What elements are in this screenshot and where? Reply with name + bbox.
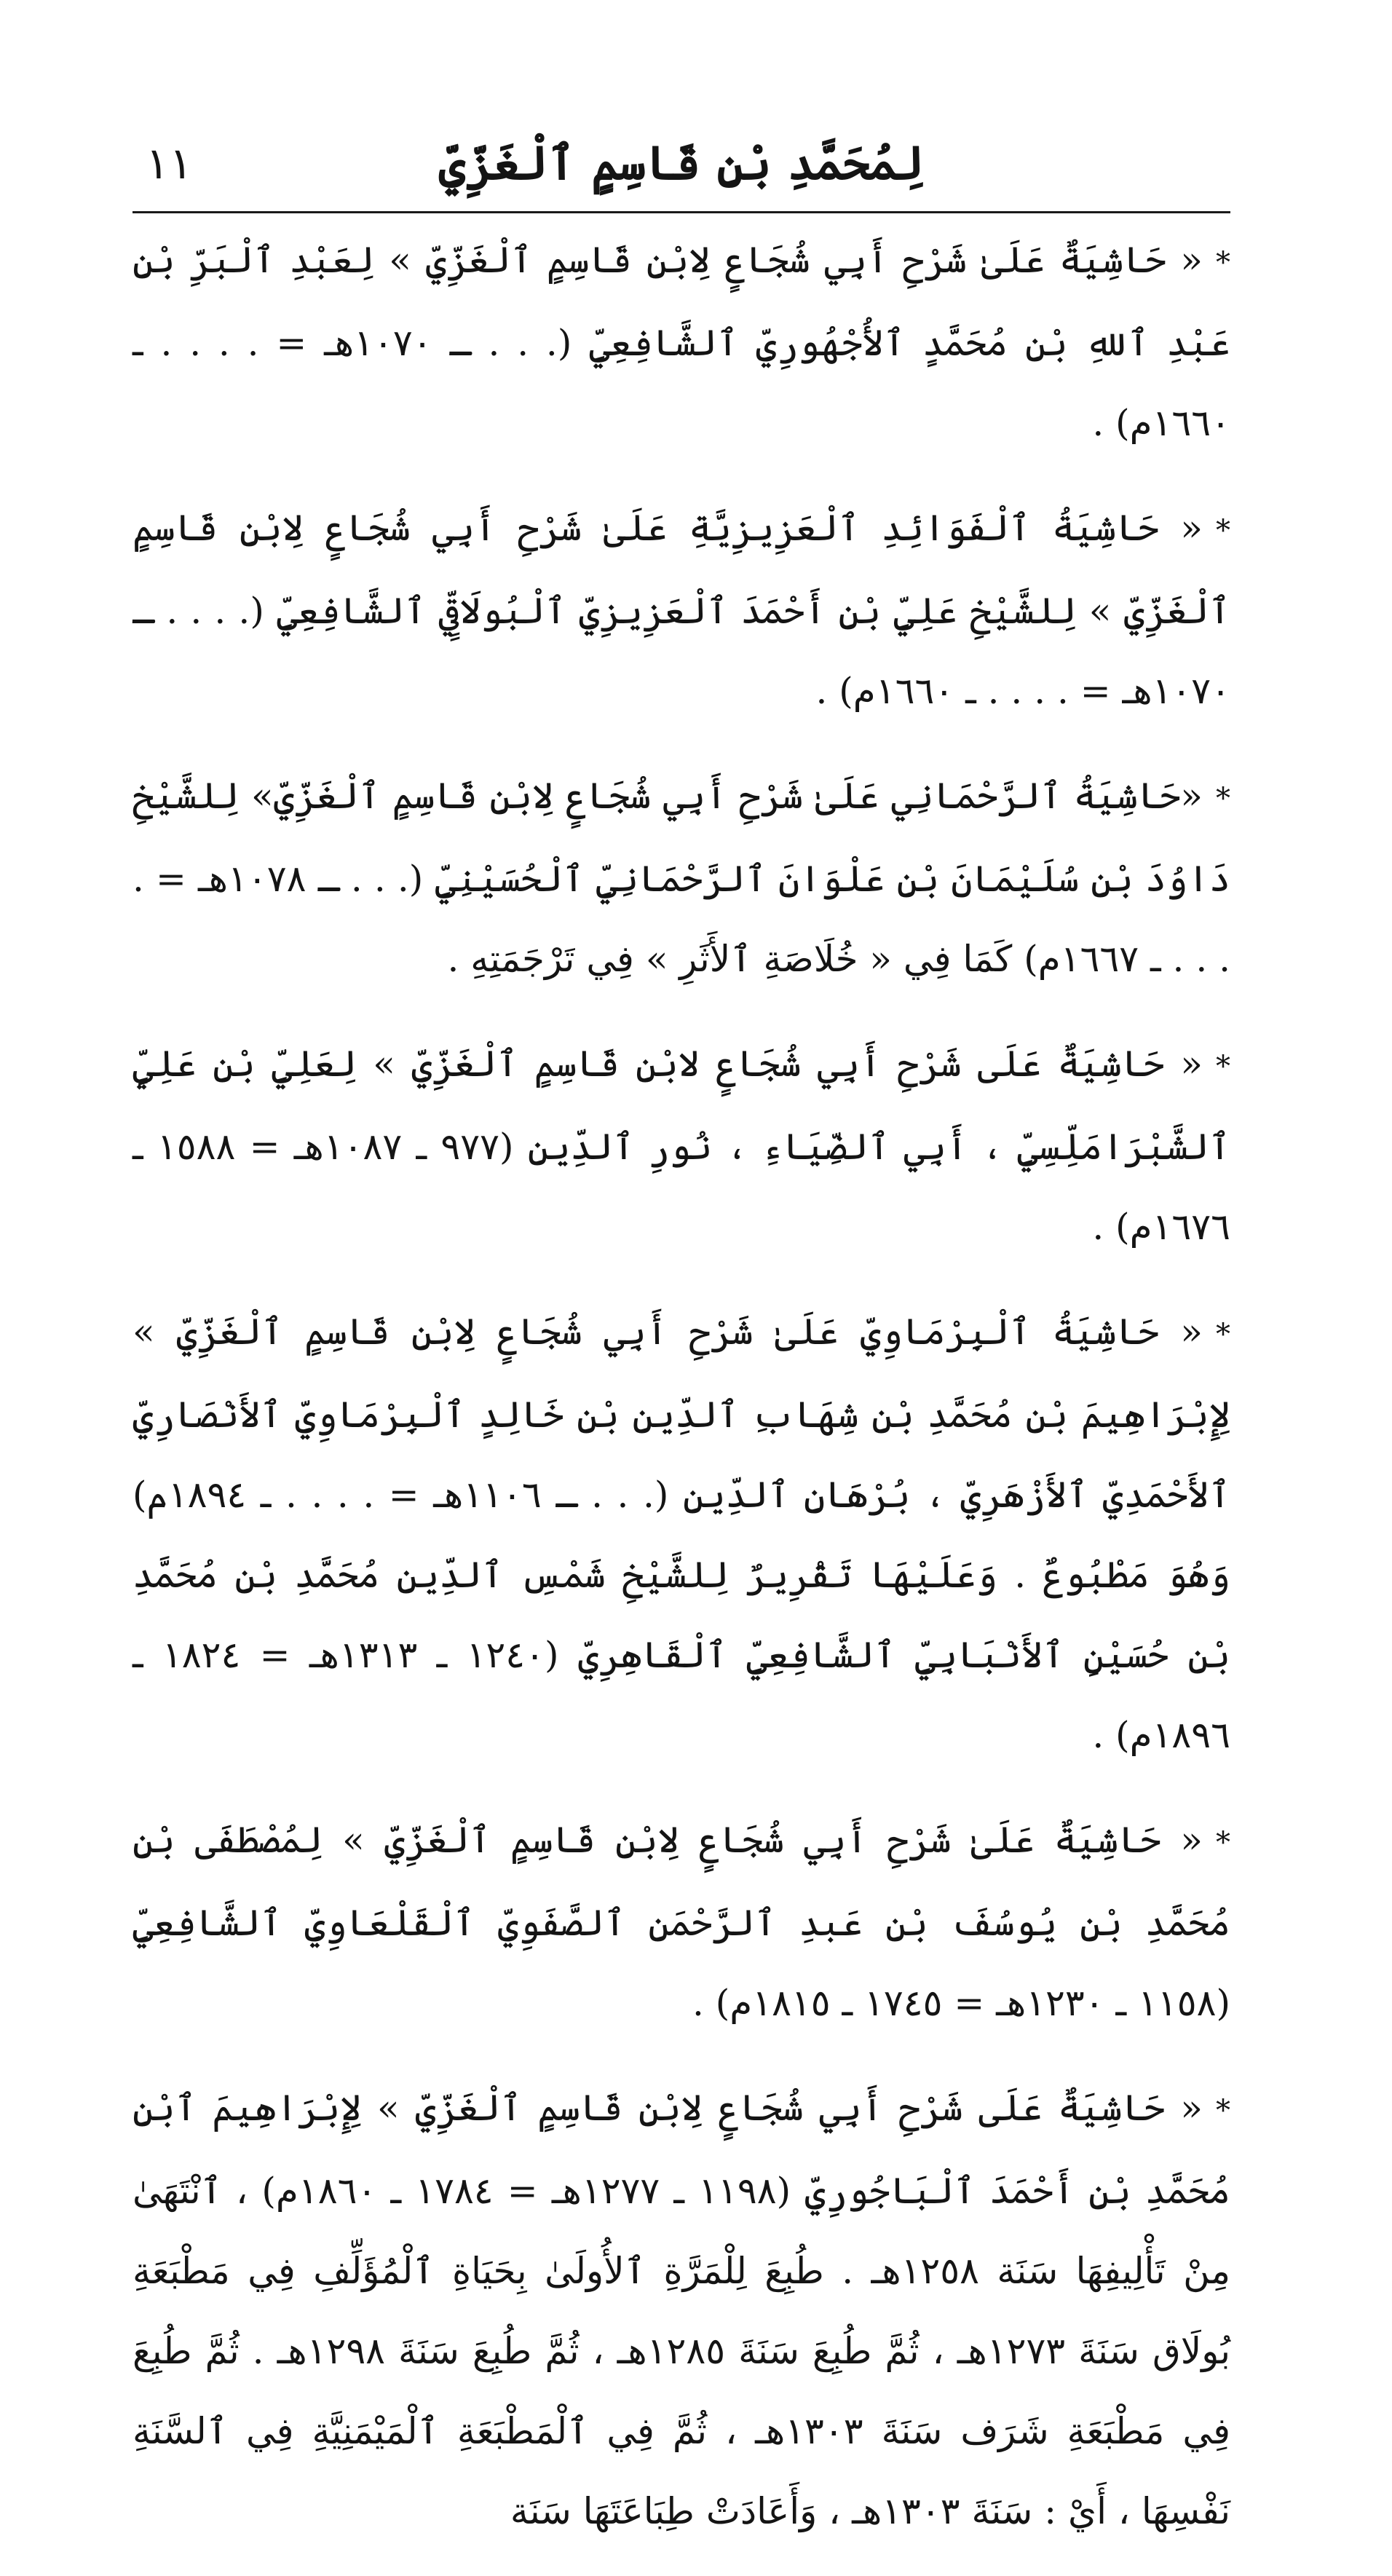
entry-3 [133, 756, 1230, 999]
entry-text: « حَاشِيَةٌ عَلَى شَرْحِ أَبِي شُجَاعٍ لِابْنِ قَاسِمٍ ٱلْغَزِّيِّ » لِإِبْرَاهِيمَ ٱبْنِ مُحَمَّدِ بْنِ أَحْمَدَ ٱلْبَاجُورِيِّ (١١٩٨ ـ ١٢٧٧هـ = ١٧٨٤ ـ ١٨٦٠م) ، ٱنْتَهَىٰ مِنْ تَأْلِيفِهَا سَنَة ١٢٥٨هـ . طُبِعَ لِلْمَرَّةِ ٱلأُولَىٰ بِحَيَاةِ ٱلْمُؤَلِّفِ فِي مَطْبَعَةِ بُولَاق سَنَةَ ١٢٧٣هـ ، ثُمَّ طُبِعَ سَنَةَ ١٢٨٥هـ ، ثُمَّ طُبِعَ سَنَةَ ١٢٩٨هـ . ثُمَّ طُبِعَ فِي مَطْبَعَةِ شَرَف سَنَةَ ١٣٠٣هـ ، ثُمَّ فِي ٱلْمَطْبَعَةِ ٱلْمَيْمَنِيَّةِ فِي ٱلسَّنَةِ نَفْسِهَا ، أَيْ : سَنَةَ ١٣٠٣هـ ، وَأَعَادَتْ طِبَاعَتَهَا سَنَة [133, 2087, 1231, 2532]
entry-5 [133, 1292, 1230, 1775]
entry-text: « حَاشِيَةٌ عَلَى شَرْحِ أَبِي شُجَاعٍ لابْنِ قَاسِمٍ ٱلْغَزِّيِّ » لِعَلِيِّ بْنِ عَلِيٍّ ٱلشَّبْرَامَلِّسِيِّ ، أَبِي ٱلضِّيَاءِ ، نُورِ ٱلدِّينِ (٩٧٧ ـ ١٠٨٧هـ = ١٥٨٨ ـ ١٦٧٦م) . [133, 1043, 1231, 1248]
entry-7 [133, 2068, 1230, 2551]
entry-text: « حَاشِيَةُ ٱلْفَوَائِدِ ٱلْعَزِيزِيَّةِ عَلَىٰ شَرْحِ أَبِي شُجَاعٍ لِابْنِ قَاسِمٍ ٱلْغَزِّيِّ » لِلشَّيْخِ عَلِيِّ بْنِ أَحْمَدَ ٱلْعَزِيزِيِّ ٱلْبُولَاقِيِّ ٱلشَّافِعِيِّ (. . . . ـ ١٠٧٠هـ = . . . . ـ ١٦٦٠م) . [133, 507, 1230, 712]
asterisk-icon: * [1216, 1318, 1230, 1351]
running-title: لِمُحَمَّدِ بْنِ قَاسِمٍ ٱلْغَزِّيِّ [438, 136, 925, 191]
asterisk-icon: * [1216, 782, 1230, 815]
asterisk-icon: * [1216, 246, 1230, 280]
entry-text: « حَاشِيَةٌ عَلَىٰ شَرْحِ أَبِي شُجَاعٍ لِابْنِ قَاسِمٍ ٱلْغَزِّيِّ » لِعَبْدِ ٱلْبَرِّ بْنِ عَبْدِ ٱللهِ بْنِ مُحَمَّدٍ ٱلأُجْهُورِيِّ ٱلشَّافِعِيِّ (. . . ـ ١٠٧٠هـ = . . . . ـ ١٦٦٠م) . [133, 239, 1231, 444]
asterisk-icon: * [1216, 2094, 1230, 2127]
entry-text: « حَاشِيَةٌ عَلَىٰ شَرْحِ أَبِي شُجَاعٍ لِابْنِ قَاسِمٍ ٱلْغَزِّيِّ » لِمُصْطَفَى بْنِ مُحَمَّدِ بْنِ يُوسُفَ بْنِ عَبدِ ٱلرَّحْمَنِ ٱلصَّفَوِيِّ ٱلْقَلْعَاوِيِّ ٱلشَّافِعِيِّ (١١٥٨ ـ ١٢٣٠هـ = ١٧٤٥ ـ ١٨١٥م) . [133, 1819, 1230, 2024]
entry-text: «حَاشِيَةُ ٱلرَّحْمَانِي عَلَىٰ شَرْحِ أَبِي شُجَاعٍ لِابْنِ قَاسِمٍ ٱلْغَزِّيِّ» لِلشَّيْخِ دَاوُدَ بْنِ سُلَيْمَانَ بْنِ عَلْوَانَ ٱلرَّحْمَانِيِّ ٱلْحُسَيْنِيِّ (. . . ـ ١٠٧٨هـ = . . . . ـ ١٦٦٧م) كَمَا فِي « خُلَاصَةِ ٱلأَثَرِ » فِي تَرْجَمَتِهِ . [133, 775, 1230, 980]
entry-2 [133, 488, 1230, 731]
main-text [133, 220, 1230, 2576]
page-header [133, 127, 1230, 208]
entry-6 [133, 1800, 1230, 2043]
entry-1 [133, 220, 1230, 463]
entry-4 [133, 1024, 1230, 1267]
entry-text: « حَاشِيَةُ ٱلْبِرْمَاوِيِّ عَلَىٰ شَرْحِ أَبِي شُجَاعٍ لِابْنِ قَاسِمٍ ٱلْغَزِّيِّ » لِإِبْرَاهِيمَ بْنِ مُحَمَّدِ بْنِ شِهَابِ ٱلدِّينِ بْنِ خَالِدٍ ٱلْبِرْمَاوِيِّ ٱلأَنْصَارِيِّ ٱلأَحْمَدِيِّ ٱلأَزْهَرِيِّ ، بُرْهَانِ ٱلدِّينِ (. . . ـ ١١٠٦هـ = . . . . ـ ١٨٩٤م) وَهُوَ مَطْبُوعٌ . وَعَلَيْهَا تَقْرِيرٌ لِلشَّيْخِ شَمْسِ ٱلدِّينِ مُحَمَّدِ بْنِ مُحَمَّدِ بْنِ حُسَيْنٍ ٱلأَنْبَابِيِّ ٱلشَّافِعِيِّ ٱلْقَاهِرِيِّ (١٢٤٠ ـ ١٣١٣هـ = ١٨٢٤ ـ ١٨٩٦م) . [133, 1311, 1231, 1756]
header-divider [133, 211, 1230, 213]
page-number: ١١ [146, 138, 193, 189]
asterisk-icon: * [1216, 1050, 1230, 1083]
asterisk-icon: * [1216, 1826, 1230, 1860]
asterisk-icon: * [1216, 514, 1230, 548]
